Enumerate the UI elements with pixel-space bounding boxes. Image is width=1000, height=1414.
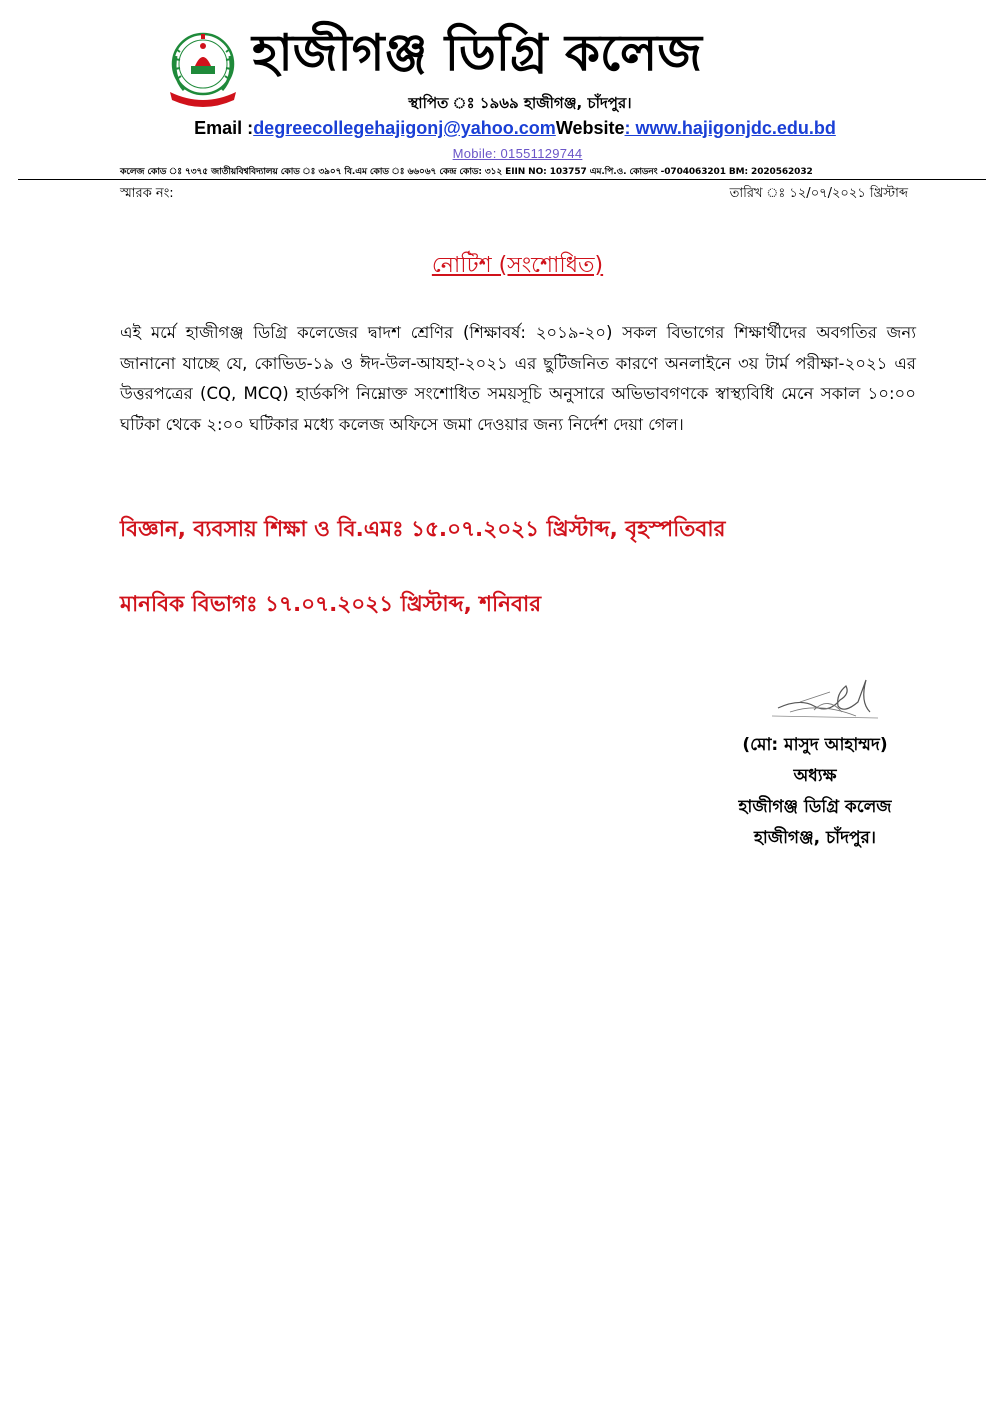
notice-body: এই মর্মে হাজীগঞ্জ ডিগ্রি কলেজের দ্বাদশ শ্রেণির (শিক্ষাবর্ষ: ২০১৯-২০) সকল বিভাগের শিক্ষার্থীদের অবগতির জন্য জানানো যাচ্ছে যে, কোভিড-১৯ ও ঈদ-উল-আযহা-২০২১ এর ছুটিজনিত কারণে অনলাইনে ৩য় টার্ম পরীক্ষা-২০২১ এর উত্তরপত্রের (CQ, MCQ) হার্ডকপি নিম্নোক্ত সংশোধিত সময়সূচি অনুসারে অভিভাবগণকে স্বাস্থ্যবিধি মেনে সকাল ১০:০০ ঘটিকা থেকে ২:০০ ঘটিকার মধ্যে কলেজ অফিসে জমা দেওয়ার জন্য নির্দেশ দেয়া গেল।: [120, 323, 916, 434]
mobile-line: [0, 146, 1000, 161]
signature-block: [690, 730, 940, 854]
college-name: হাজীগঞ্জ ডিগ্রি কলেজ: [252, 24, 703, 82]
memo-number: স্মারক নং:: [120, 186, 174, 201]
mobile-number: Mobile: 01551129744: [452, 146, 583, 161]
signatory-designation: অধ্যক্ষ: [793, 766, 837, 786]
schedule-science-business: বিজ্ঞান, ব্যবসায় শিক্ষা ও বি.এমঃ ১৫.০৭.২০২১ খ্রিস্টাব্দ, বৃহস্পতিবার: [120, 517, 726, 542]
header-divider: [18, 179, 986, 180]
signatory-institution: হাজীগঞ্জ ডিগ্রি কলেজ: [738, 797, 892, 817]
contact-line: [0, 118, 1000, 139]
email-link[interactable]: degreecollegehajigonj@yahoo.com: [253, 118, 556, 138]
signatory-location: হাজীগঞ্জ, চাঁদপুর।: [754, 828, 876, 848]
principal-signature: [770, 672, 880, 722]
email-label: Email :: [194, 118, 254, 138]
signatory-name: (মো: মাসুদ আহাম্মদ): [742, 735, 888, 755]
website-label: Website: [555, 118, 625, 138]
schedule-humanities: মানবিক বিভাগঃ ১৭.০৭.২০২১ খ্রিস্টাব্দ, শনিবার: [120, 592, 542, 617]
institution-codes: কলেজ কোড ঃ ৭৩৭৫ জাতীয়বিশ্ববিদ্যালয় কোড ঃ ৩৯০৭ বি.এম কোড ঃ ৬৬০৬৭ কেন্দ্র কোড: ৩১২ EIIN NO: 103757 এম.পি.ও. কোডনং -0704063201 BM: 2020562032: [120, 167, 813, 177]
website-link[interactable]: : www.hajigonjdc.edu.bd: [624, 118, 836, 138]
notice-date: তারিখ ঃ ১২/০৭/২০২১ খ্রিস্টাব্দ: [729, 186, 908, 201]
notice-title: নোটিশ (সংশোধিত): [431, 253, 604, 278]
established-line: স্থাপিত ঃ ১৯৬৯ হাজীগঞ্জ, চাঁদপুর।: [408, 94, 632, 112]
